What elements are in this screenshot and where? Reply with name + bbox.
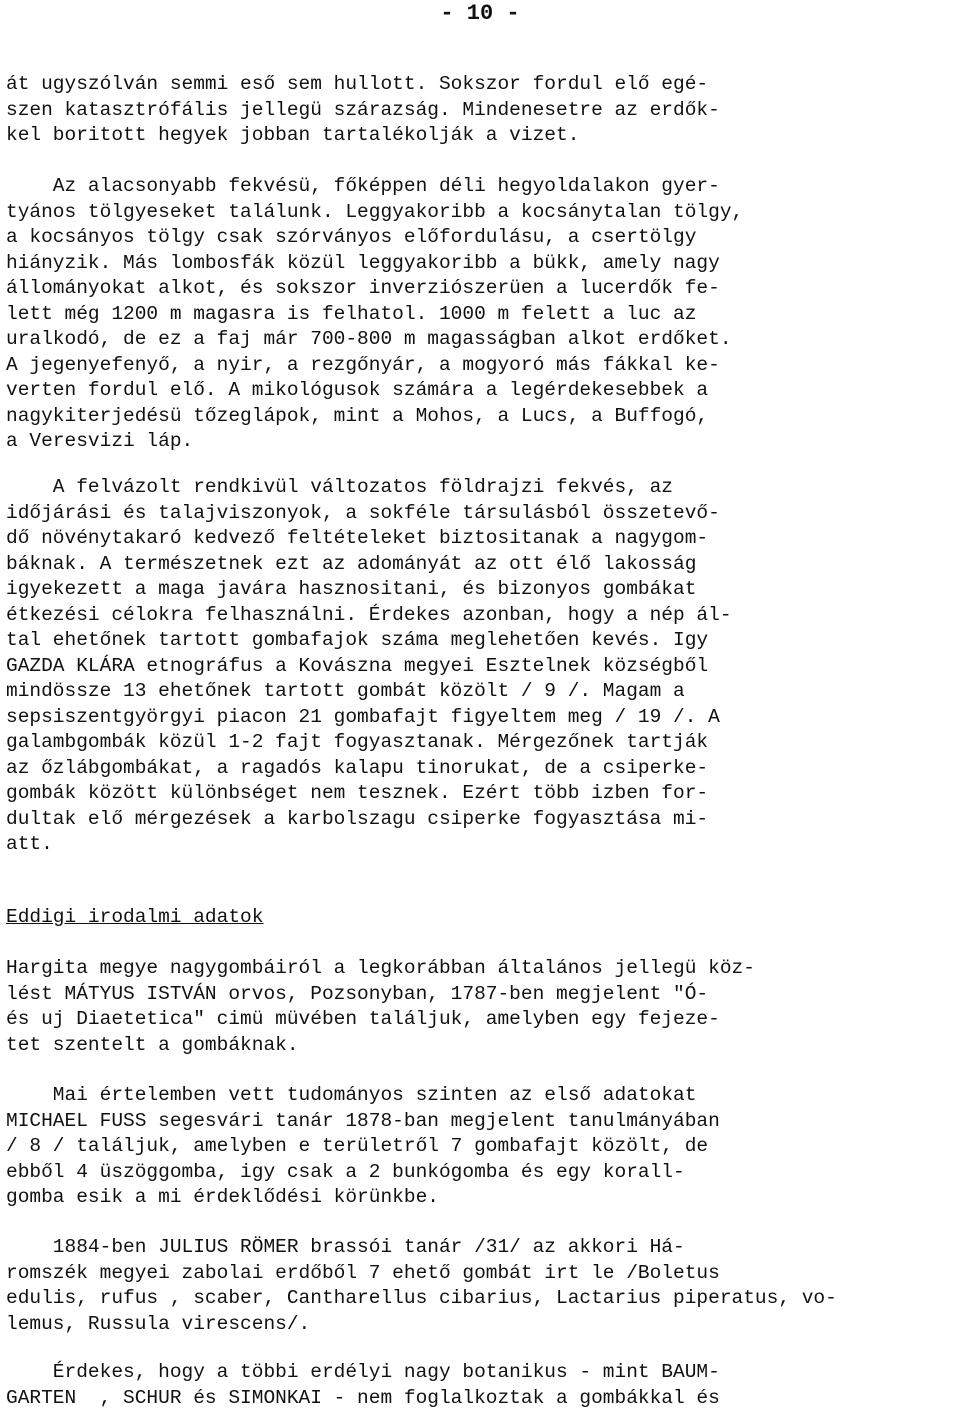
text-line: lést MÁTYUS ISTVÁN orvos, Pozsonyban, 1787-ben megjelent "Ó- <box>6 982 956 1008</box>
text-line: uralkodó, de ez a faj már 700-800 m magasságban alkot erdőket. <box>6 327 956 353</box>
text-line: át ugyszólván semmi eső sem hullott. Sokszor fordul elő egé- <box>6 72 956 98</box>
text-line: mindössze 13 ehetőnek tartott gombát közölt / 9 /. Magam a <box>6 679 956 705</box>
text-line: 1884-ben JULIUS RÖMER brassói tanár /31/ az akkori Há- <box>6 1235 956 1261</box>
text-line: GAZDA KLÁRA etnográfus a Kovászna megyei Esztelnek községből <box>6 654 956 680</box>
text-line: galambgombák közül 1-2 fajt fogyasztanak. Mérgezőnek tartják <box>6 730 956 756</box>
text-line: és uj Diaetetica" cimü müvében találjuk, amelyben egy fejeze- <box>6 1007 956 1033</box>
text-line: lemus, Russula virescens/. <box>6 1312 956 1338</box>
page-number: - 10 - <box>0 2 960 26</box>
text-line: verten fordul elő. A mikológusok számára a legérdekesebbek a <box>6 378 956 404</box>
paragraph-fuss <box>6 1083 956 1211</box>
paragraph-matyus <box>6 956 956 1058</box>
text-line: tyános tölgyeseket találunk. Leggyakoribb a kocsánytalan tölgy, <box>6 200 956 226</box>
text-line: romszék megyei zabolai erdőből 7 ehető gombát irt le /Boletus <box>6 1261 956 1287</box>
text-line: az őzlábgombákat, a ragadós kalapu tinorukat, de a csiperke- <box>6 756 956 782</box>
paragraph-botanists <box>6 1360 956 1411</box>
text-line: nagykiterjedésü tőzeglápok, mint a Mohos, a Lucs, a Buffogó, <box>6 404 956 430</box>
text-line: dő növénytakaró kedvező feltételeket biztositanak a nagygom- <box>6 526 956 552</box>
text-line: a kocsányos tölgy csak szórványos előfordulásu, a csertölgy <box>6 225 956 251</box>
text-line: dultak elő mérgezések a karbolszagu csiperke fogyasztása mi- <box>6 807 956 833</box>
text-line: gomba esik a mi érdeklődési körünkbe. <box>6 1185 956 1211</box>
text-line: lett még 1200 m magasra is felhatol. 1000 m felett a luc az <box>6 302 956 328</box>
text-line: edulis, rufus , scaber, Cantharellus cibarius, Lactarius piperatus, vo- <box>6 1286 956 1312</box>
text-line: hiányzik. Más lombosfák közül leggyakoribb a bükk, amely nagy <box>6 251 956 277</box>
text-line: Hargita megye nagygombáiról a legkorábban általános jellegü köz- <box>6 956 956 982</box>
paragraph-drought <box>6 72 956 149</box>
text-line: sepsiszentgyörgyi piacon 21 gombafajt figyeltem meg / 19 /. A <box>6 705 956 731</box>
paragraph-mushroom-use <box>6 475 956 858</box>
text-line: gombák között különbséget nem tesznek. Ezért több izben for- <box>6 781 956 807</box>
text-line: tet szentelt a gombáknak. <box>6 1033 956 1059</box>
text-line: tal ehetőnek tartott gombafajok száma meglehetően kevés. Igy <box>6 628 956 654</box>
text-line: kel boritott hegyek jobban tartalékolják a vizet. <box>6 123 956 149</box>
text-line: szen katasztrófális jellegü szárazság. Mindenesetre az erdők- <box>6 98 956 124</box>
text-line: ebből 4 üszöggomba, igy csak a 2 bunkógomba és egy korall- <box>6 1160 956 1186</box>
text-line: GARTEN , SCHUR és SIMONKAI - nem foglalkoztak a gombákkal és <box>6 1386 956 1411</box>
text-line: Az alacsonyabb fekvésü, főképpen déli hegyoldalakon gyer- <box>6 174 956 200</box>
paragraph-forests <box>6 174 956 455</box>
text-line: A jegenyefenyő, a nyir, a rezgőnyár, a mogyoró más fákkal ke- <box>6 353 956 379</box>
text-line: báknak. A természetnek ezt az adományát az ott élő lakosság <box>6 552 956 578</box>
text-line: étkezési célokra felhasználni. Érdekes azonban, hogy a nép ál- <box>6 603 956 629</box>
text-line: Érdekes, hogy a többi erdélyi nagy botanikus - mint BAUM- <box>6 1360 956 1386</box>
section-heading: Eddigi irodalmi adatok <box>6 905 263 931</box>
text-line: igyekezett a maga javára hasznositani, és bizonyos gombákat <box>6 577 956 603</box>
text-line: a Veresvizi láp. <box>6 429 956 455</box>
text-line: A felvázolt rendkivül változatos földrajzi fekvés, az <box>6 475 956 501</box>
text-line: att. <box>6 832 956 858</box>
paragraph-romer <box>6 1235 956 1337</box>
text-line: időjárási és talajviszonyok, a sokféle társulásból összetevő- <box>6 501 956 527</box>
text-line: / 8 / találjuk, amelyben e területről 7 gombafajt közölt, de <box>6 1134 956 1160</box>
text-line: MICHAEL FUSS segesvári tanár 1878-ban megjelent tanulmányában <box>6 1109 956 1135</box>
text-line: állományokat alkot, és sokszor inverziószerüen a lucerdők fe- <box>6 276 956 302</box>
text-line: Mai értelemben vett tudományos szinten az első adatokat <box>6 1083 956 1109</box>
